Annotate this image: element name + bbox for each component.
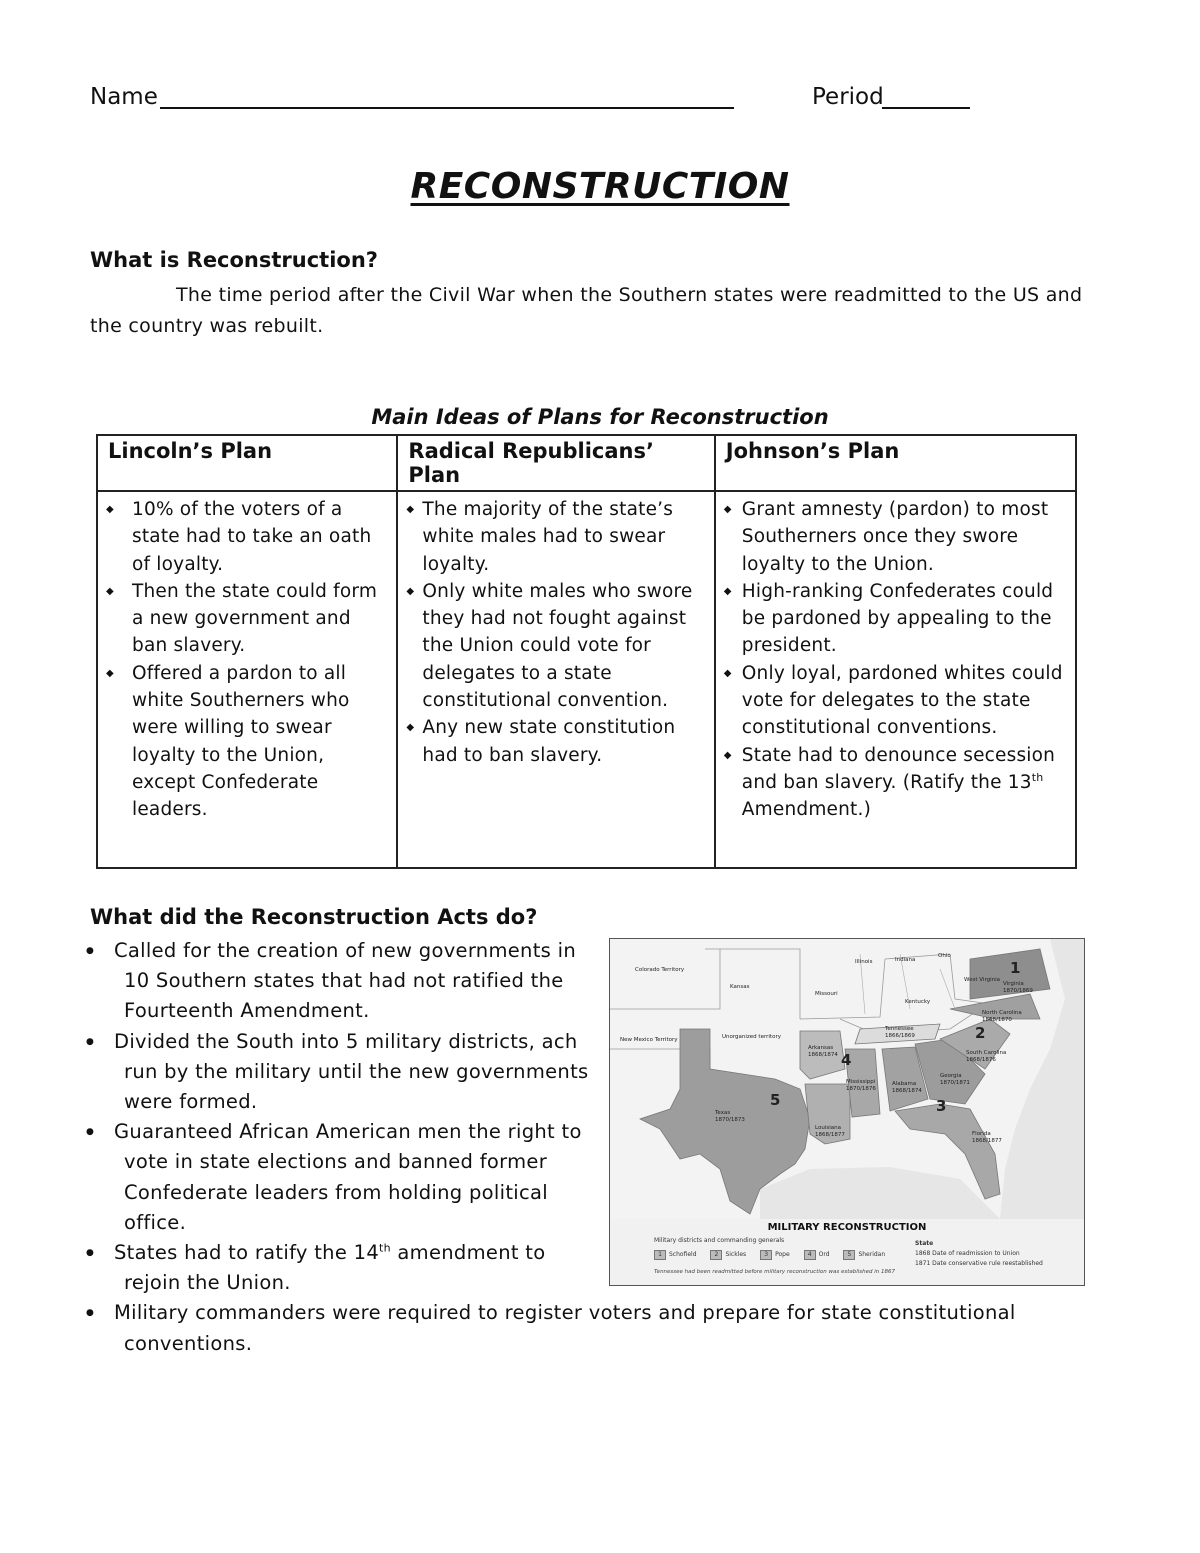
plans-table <box>96 434 1077 869</box>
state-label: Texas <box>715 1110 731 1116</box>
header-lincoln-plan: Lincoln’s Plan <box>97 435 397 491</box>
name-blank-line[interactable] <box>160 107 734 109</box>
state-dates: 1868/1877 <box>972 1138 1002 1144</box>
legend-label: Sickles <box>725 1251 747 1258</box>
state-dates: 1868/1874 <box>808 1052 838 1058</box>
table-header-row <box>97 435 1076 491</box>
state-dates: 1870/1876 <box>846 1086 876 1092</box>
state-label: Georgia <box>940 1073 962 1079</box>
radical-republicans-plan-cell <box>397 491 714 868</box>
list-item <box>86 1238 606 1298</box>
district-number: 4 <box>841 1051 852 1069</box>
question-what-is-reconstruction: What is Reconstruction? <box>90 248 378 272</box>
period-blank-line[interactable] <box>882 107 970 109</box>
state-dates: 1870/1871 <box>940 1080 970 1086</box>
header-radical-republicans-plan: Radical Republicans’ Plan <box>397 435 714 491</box>
name-label: Name <box>90 84 158 110</box>
region-label: Illinois <box>855 959 873 965</box>
state-label: Tennessee <box>885 1026 914 1032</box>
district-number: 1 <box>1010 959 1021 977</box>
state-label: Florida <box>972 1131 991 1137</box>
list-item: ● Called for the creation of new governments in 10 Southern states that had not ratified the Fourteenth Amendment. <box>86 936 606 1027</box>
question-reconstruction-acts: What did the Reconstruction Acts do? <box>90 905 538 929</box>
list-item: ◆ Offered a pardon to all white Southerners who were willing to swear loyalty to the Union, except Confederate leaders. <box>104 660 388 824</box>
list-item: ● Divided the South into 5 military districts, ach run by the military until the new governments were formed. <box>86 1027 606 1118</box>
state-dates: 1868/1874 <box>892 1088 922 1094</box>
state-dates: 1870/1869 <box>1003 988 1033 994</box>
list-item-text: amendment to rejoin the Union. <box>124 1241 546 1295</box>
johnson-plan-cell <box>715 491 1076 868</box>
list-item: ◆ 10% of the voters of a state had to take an oath of loyalty. <box>104 496 388 578</box>
list-item: ◆ The majority of the state’s white males had to swear loyalty. <box>404 496 705 578</box>
list-item: ◆ Grant amnesty (pardon) to most Southerners once they swore loyalty to the Union. <box>722 496 1067 578</box>
map-state-key <box>915 1239 1043 1269</box>
table-caption: Main Ideas of Plans for Reconstruction <box>371 405 829 429</box>
legend-label: Sheridan <box>858 1251 886 1258</box>
state-dates: 1868/1877 <box>815 1132 845 1138</box>
legend-label: Schofield <box>669 1251 697 1258</box>
region-label: West Virginia <box>964 977 1001 983</box>
table-body-row <box>97 491 1076 868</box>
district-number: 5 <box>770 1091 781 1109</box>
list-item-text: States had to ratify the 14 <box>114 1241 380 1265</box>
legend-key: 3 <box>760 1250 772 1260</box>
state-label: South Carolina <box>966 1050 1007 1056</box>
ordinal-suffix: th <box>379 1241 391 1255</box>
state-label: Mississippi <box>846 1079 876 1085</box>
region-label: Colorado Territory <box>635 967 685 973</box>
lincoln-plan-cell <box>97 491 397 868</box>
list-item: ● Guaranteed African American men the right to vote in state elections and banned former Confederate leaders from holding political office. <box>86 1117 606 1238</box>
answer-paragraph <box>90 280 1100 342</box>
state-dates: 1870/1873 <box>715 1117 745 1123</box>
state-label: Virginia <box>1003 981 1024 987</box>
state-label: North Carolina <box>982 1010 1022 1016</box>
map-caption: MILITARY RECONSTRUCTION <box>767 1222 927 1233</box>
region-label: Indiana <box>895 957 916 963</box>
legend-label: Pope <box>775 1251 790 1258</box>
legend-title: Military districts and commanding generals <box>654 1237 785 1244</box>
list-item: ◆ Only loyal, pardoned whites could vote for delegates to the state constitutional conventions. <box>722 660 1067 742</box>
map-footnote: Tennessee had been readmitted before military reconstruction was established in 1867 <box>654 1269 896 1275</box>
state-label: Louisiana <box>815 1125 841 1131</box>
region-label: Unorganized territory <box>722 1034 781 1040</box>
legend-label: Ord <box>818 1251 830 1258</box>
state-label: Alabama <box>892 1081 917 1087</box>
state-label: Arkansas <box>808 1045 834 1051</box>
state-key-line: 1871 Date conservative rule reestablished <box>915 1260 1043 1267</box>
legend-key: 1 <box>654 1250 666 1260</box>
period-label: Period <box>812 84 884 110</box>
map-legend <box>654 1237 897 1260</box>
region-label: Kansas <box>730 984 750 990</box>
legend-key: 5 <box>843 1250 855 1260</box>
header-johnson-plan: Johnson’s Plan <box>715 435 1076 491</box>
ordinal-suffix: th <box>1031 770 1044 784</box>
legend-key: 4 <box>804 1250 816 1260</box>
state-dates: 1868/1870 <box>982 1017 1012 1023</box>
answer-text: The time period after the Civil War when the Southern states were readmitted to the US and the country was rebuilt. <box>90 284 1083 337</box>
region-label: Kentucky <box>905 999 931 1005</box>
list-item: ◆ Only white males who swore they had not fought against the Union could vote for delegates to a state constitutional convention. <box>404 578 705 714</box>
list-item: ◆ Then the state could form a new government and ban slavery. <box>104 578 388 660</box>
list-item-text: State had to denounce secession and ban slavery. (Ratify the 13 <box>741 744 1056 793</box>
list-item: ◆ Any new state constitution had to ban slavery. <box>404 714 705 769</box>
list-item <box>722 742 1067 824</box>
district-number: 3 <box>936 1097 947 1115</box>
state-key-title: State <box>915 1240 934 1247</box>
region-label: New Mexico Territory <box>620 1037 678 1043</box>
state-dates: 1866/1869 <box>885 1033 915 1039</box>
state-key-line: 1868 Date of readmission to Union <box>915 1250 1020 1257</box>
legend-key: 2 <box>710 1250 722 1260</box>
region-label: Ohio <box>938 953 951 959</box>
state-dates: 1868/1876 <box>966 1057 996 1063</box>
military-reconstruction-map <box>609 938 1085 1286</box>
list-item-text: Amendment.) <box>741 799 872 821</box>
list-item: ◆ High-ranking Confederates could be pardoned by appealing to the president. <box>722 578 1067 660</box>
page-title: RECONSTRUCTION <box>410 166 790 207</box>
list-item: ● Military commanders were required to register voters and prepare for state constitutional conventions. <box>86 1298 1124 1358</box>
district-number: 2 <box>975 1024 986 1042</box>
region-label: Missouri <box>815 991 838 997</box>
